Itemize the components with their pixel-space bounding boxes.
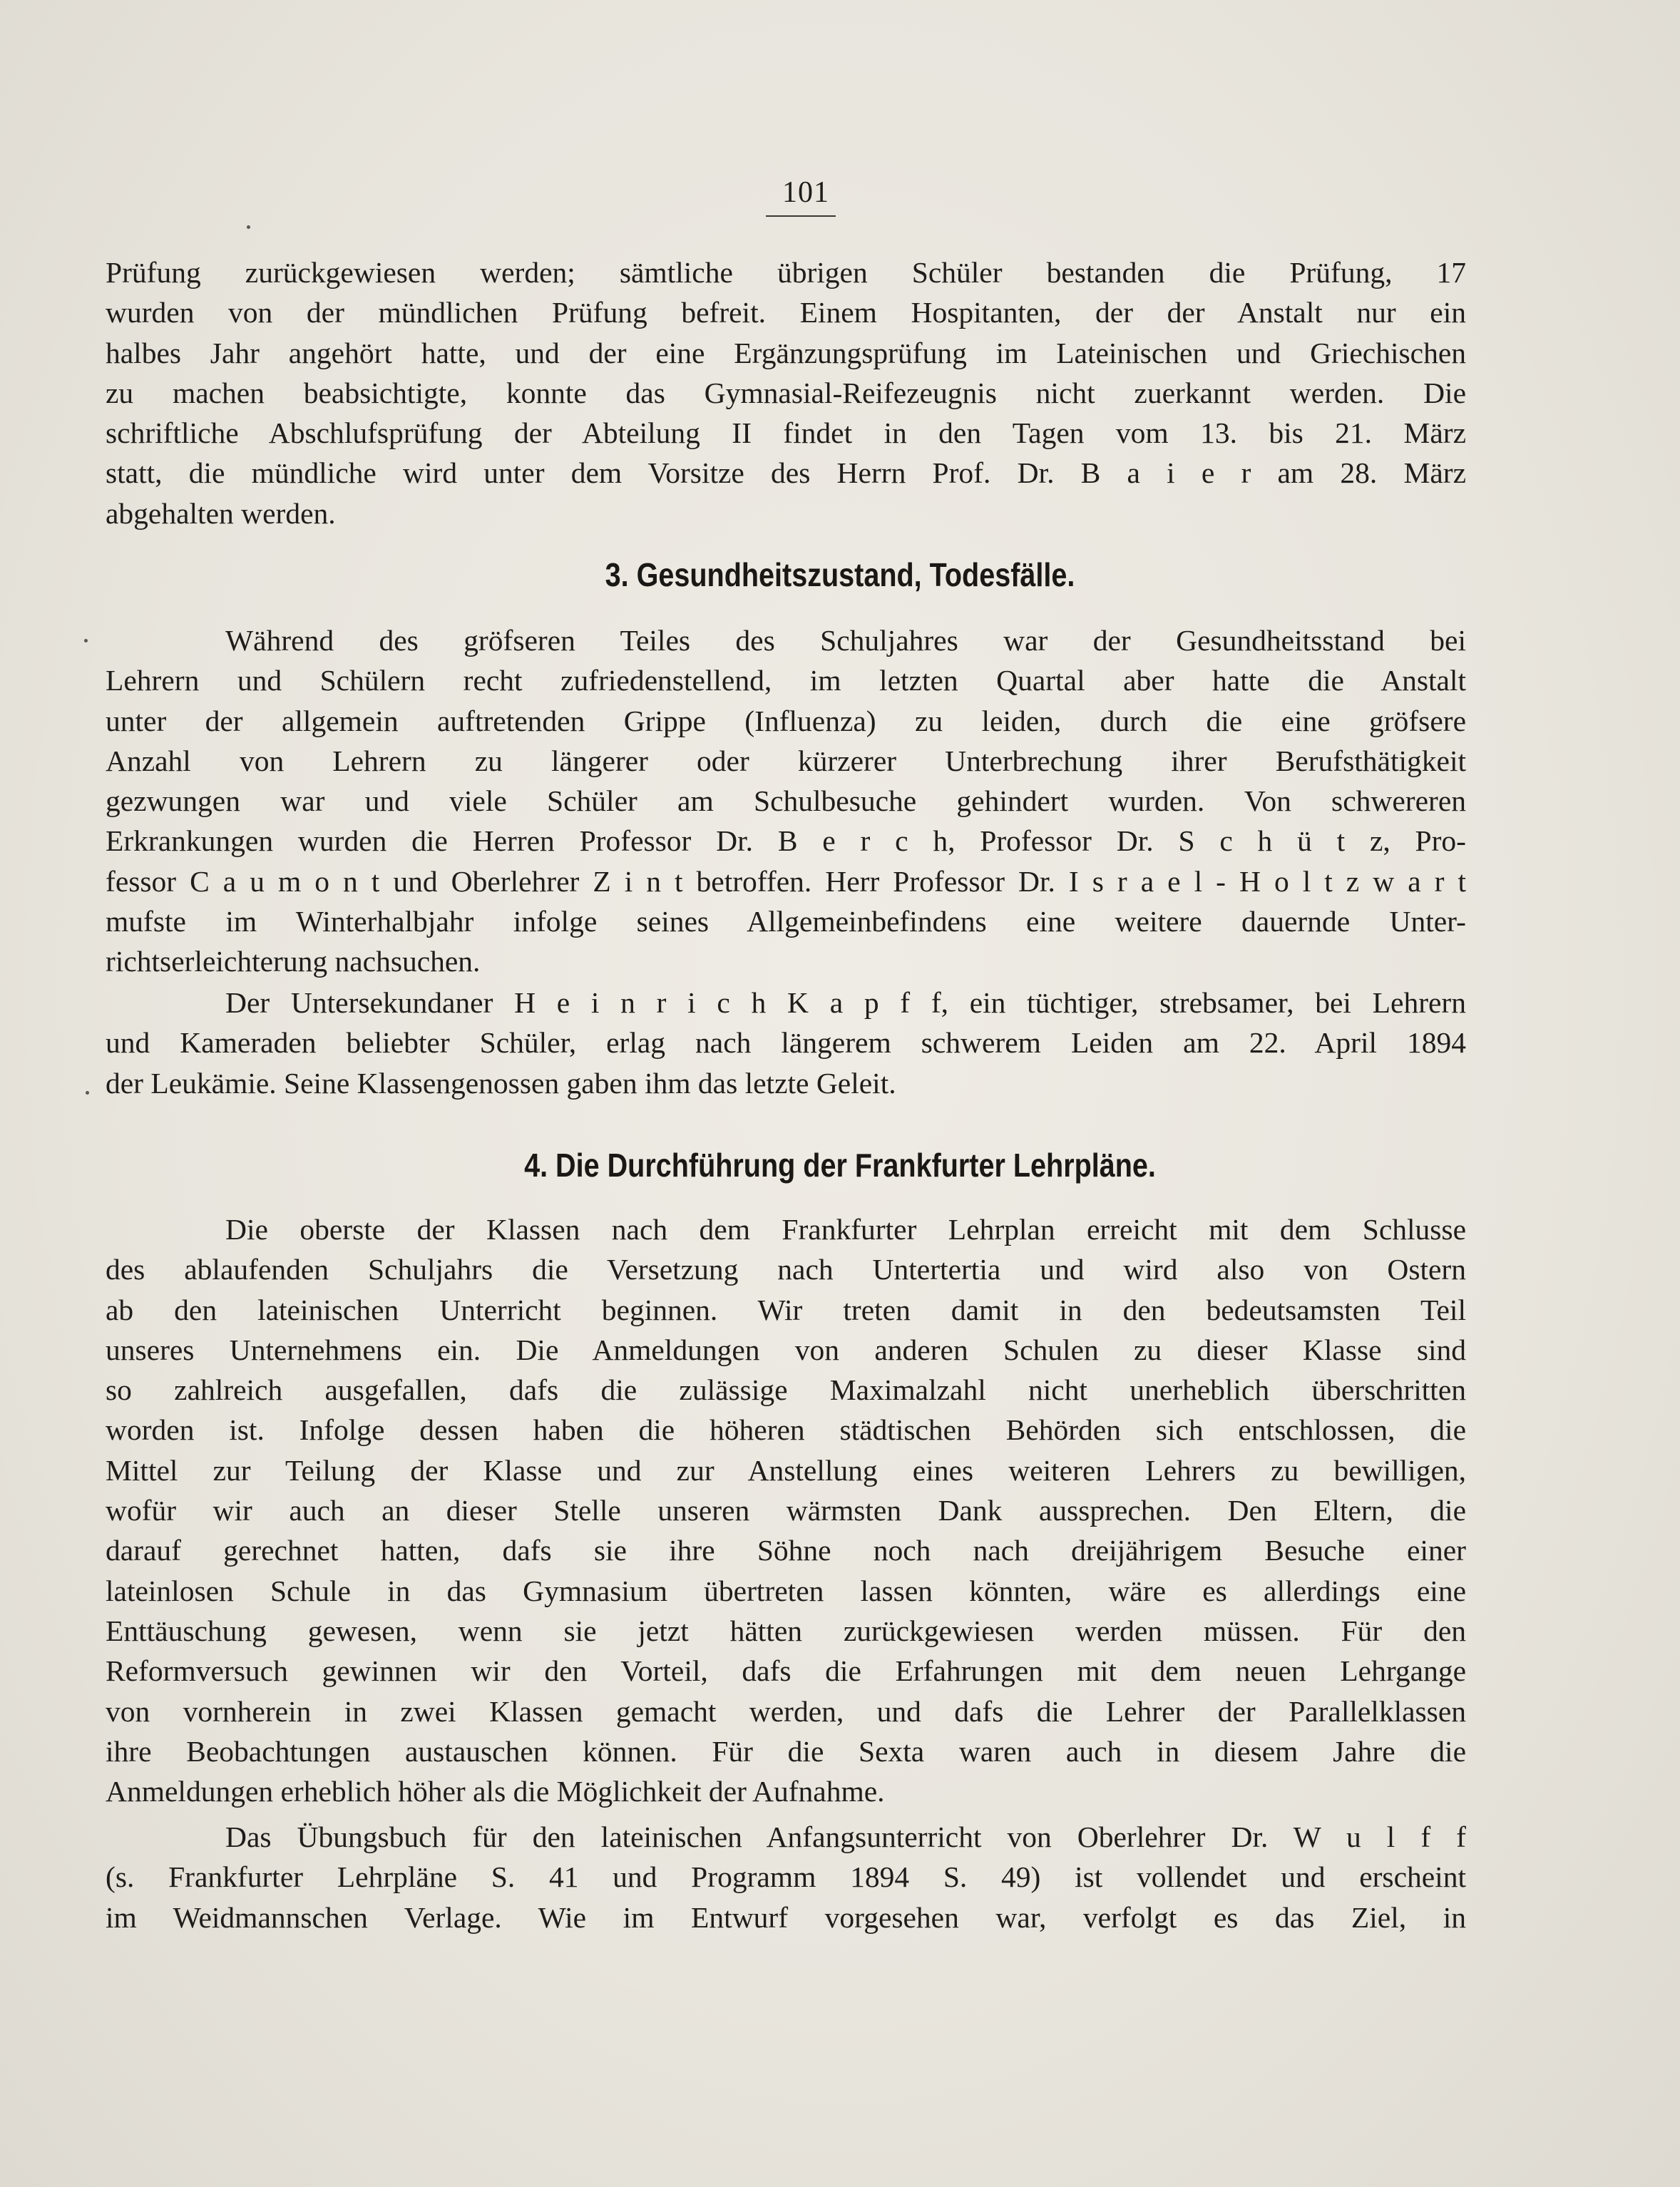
text-line: Lehrern und Schülern recht zufriedenstellend, im letzten Quartal aber hatte die Anstalt [106, 664, 1466, 697]
text-line: Prüfung zurückgewiesen werden; sämtliche übrigen Schüler bestanden die Prüfung, 17 [106, 256, 1466, 289]
text-line: gezwungen war und viele Schüler am Schulbesuche gehindert wurden. Von schwereren [106, 784, 1466, 818]
text-line: wofür wir auch an dieser Stelle unseren wärmsten Dank aussprechen. Den Eltern, die [106, 1494, 1466, 1527]
text-line: von vornherein in zwei Klassen gemacht werden, und dafs die Lehrer der Parallelklassen [106, 1694, 1466, 1728]
paragraph-health-status [106, 620, 1466, 982]
text-line: worden ist. Infolge dessen haben die höheren städtischen Behörden sich entschlossen, die [106, 1413, 1466, 1447]
text-line: Erkrankungen wurden die Herren Professor Dr. B e r c h, Professor Dr. S c h ü t z, Pro- [106, 824, 1466, 858]
text-line: zu machen beabsichtigte, konnte das Gymnasial-Reifezeugnis nicht zuerkannt werden. Die [106, 376, 1466, 409]
text-line: unter der allgemein auftretenden Grippe (Influenza) zu leiden, durch die eine gröfsere [106, 704, 1466, 737]
paragraph-curriculum-progress [106, 1209, 1466, 1811]
text-line: Enttäuschung gewesen, wenn sie jetzt hätten zurückgewiesen werden müssen. Für den [106, 1614, 1466, 1647]
text-line: Anmeldungen erheblich höher als die Möglichkeit der Aufnahme. [106, 1775, 885, 1808]
text-line: richtserleichterung nachsuchen. [106, 945, 481, 978]
speck-mark [247, 225, 250, 229]
paragraph-exam-results [106, 252, 1466, 533]
text-line: Die oberste der Klassen nach dem Frankfurter Lehrplan erreicht mit dem Schlusse [225, 1213, 1466, 1246]
text-line: Während des gröfseren Teiles des Schuljahres war der Gesundheitsstand bei [225, 624, 1466, 657]
text-line: unseres Unternehmens ein. Die Anmeldungen von anderen Schulen zu dieser Klasse sind [106, 1333, 1466, 1366]
text-line: Mittel zur Teilung der Klasse und zur Anstellung eines weiteren Lehrers zu bewilligen, [106, 1453, 1466, 1487]
text-line: statt, die mündliche wird unter dem Vorsitze des Herrn Prof. Dr. B a i e r am 28. März [106, 456, 1466, 490]
text-line: halbes Jahr angehört hatte, und der eine Ergänzungsprüfung im Lateinischen und Griechischen [106, 336, 1466, 369]
speck-mark [84, 639, 88, 642]
text-line: der Leukämie. Seine Klassengenossen gaben ihm das letzte Geleit. [106, 1066, 896, 1100]
text-line: fessor C a u m o n t und Oberlehrer Z i n t betroffen. Herr Professor Dr. I s r a e l - H o l t z w a r t [106, 864, 1466, 898]
text-line: im Weidmannschen Verlage. Wie im Entwurf vorgesehen war, verfolgt es das Ziel, in [106, 1900, 1466, 1934]
text-line: Anzahl von Lehrern zu längerer oder kürzerer Unterbrechung ihrer Berufsthätigkeit [106, 744, 1466, 777]
text-line: Das Übungsbuch für den lateinischen Anfangsunterricht von Oberlehrer Dr. W u l f f [225, 1820, 1466, 1853]
text-line: wurden von der mündlichen Prüfung befreit. Einem Hospitanten, der der Anstalt nur ein [106, 296, 1466, 329]
text-line: mufste im Winterhalbjahr infolge seines Allgemeinbefindens eine weitere dauernde Unter- [106, 905, 1466, 938]
paragraph-exercise-book [106, 1817, 1466, 1937]
text-line: ihre Beobachtungen austauschen können. Für die Sexta waren auch in diesem Jahre die [106, 1734, 1466, 1768]
speck-mark [86, 1091, 89, 1095]
text-line: Der Untersekundaner H e i n r i c h K a p f f, ein tüchtiger, strebsamer, bei Lehrern [225, 986, 1466, 1019]
page-number-rule [766, 215, 836, 217]
text-line: lateinlosen Schule in das Gymnasium übertreten lassen könnten, wäre es allerdings eine [106, 1574, 1466, 1607]
text-line: Reformversuch gewinnen wir den Vorteil, dafs die Erfahrungen mit dem neuen Lehrgange [106, 1654, 1466, 1688]
text-line: abgehalten werden. [106, 496, 336, 530]
text-line: so zahlreich ausgefallen, dafs die zulässige Maximalzahl nicht unerheblich überschritten [106, 1373, 1466, 1407]
section-heading-health: 3. Gesundheitszustand, Todesfälle. [605, 556, 1075, 593]
text-line: darauf gerechnet hatten, dafs sie ihre Söhne noch nach dreijährigem Besuche einer [106, 1534, 1466, 1567]
paragraph-death-notice [106, 983, 1466, 1103]
text-line: (s. Frankfurter Lehrpläne S. 41 und Programm 1894 S. 49) ist vollendet und erscheint [106, 1860, 1466, 1894]
text-line: schriftliche Abschlufsprüfung der Abteilung II findet in den Tagen vom 13. bis 21. März [106, 416, 1466, 450]
text-line: und Kameraden beliebter Schüler, erlag nach längerem schwerem Leiden am 22. April 1894 [106, 1026, 1466, 1060]
page-number: 101 [782, 176, 829, 209]
text-line: ab den lateinischen Unterricht beginnen. Wir treten damit in den bedeutsamsten Teil [106, 1293, 1466, 1326]
section-heading-curriculum: 4. Die Durchführung der Frankfurter Lehrpläne. [524, 1147, 1156, 1184]
text-line: des ablaufenden Schuljahrs die Versetzung nach Untertertia und wird also von Ostern [106, 1253, 1466, 1286]
